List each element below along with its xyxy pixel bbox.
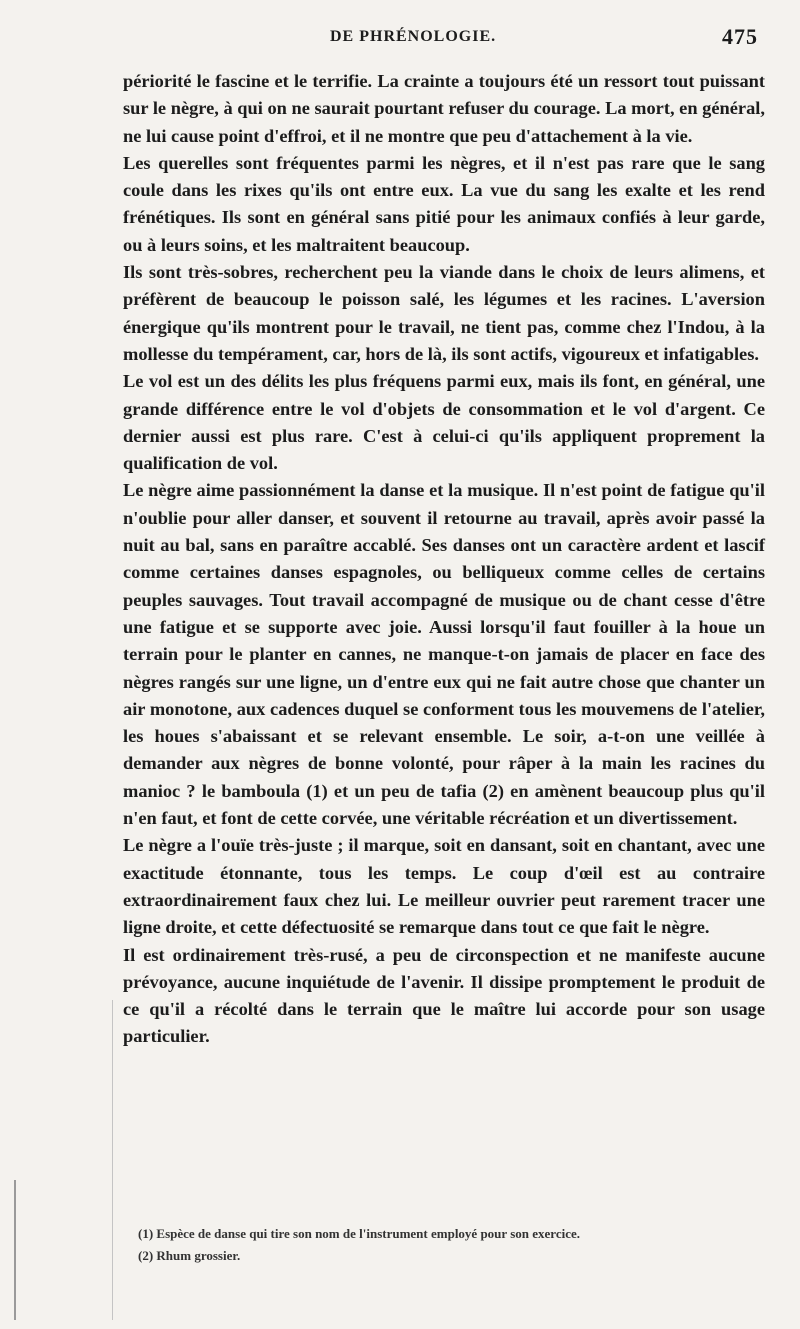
paragraph: Les querelles sont fréquentes parmi les nègres, et il n'est pas rare que le sang coule dans les rixes qu'ils ont entre eux. La vue du sang les exalte et les rend frénétiques. Ils sont en général sans pitié pour les animaux confiés à leur garde, ou à leurs soins, et les maltraitent beaucoup. xyxy=(123,152,765,255)
body-text xyxy=(123,68,765,1051)
paragraph: Le vol est un des délits les plus fréquens parmi eux, mais ils font, en général, une grande différence entre le vol d'objets de consommation et le vol d'argent. Ce dernier aussi est plus rare. C'est à celui-ci qu'ils appliquent proprement la qualification de vol. xyxy=(123,371,765,474)
paragraph: Le nègre aime passionnément la danse et la musique. Il n'est point de fatigue qu'il n'oublie pour aller danser, et souvent il retourne au travail, après avoir passé la nuit au bal, sans en paraître accablé. Ses danses ont un caractère ardent et lascif comme certaines danses espagnoles, ou belliqueux comme celles de certains peuples sauvages. Tout travail accompagné de musique ou de chant cesse d'être une fatigue et se supporte avec joie. Aussi lorsqu'il faut fouiller à la houe un terrain pour le planter en cannes, ne manque-t-on jamais de placer en face des nègres rangés sur une ligne, un d'entre eux qui ne fait autre chose que chanter un air monotone, aux cadences duquel se conforment tous les mouvemens de l'atelier, les houes s'abaissant et se relevant ensemble. Le soir, a-t-on une veillée à demander aux nègres de bonne volonté, pour râper à la main les racines du manioc ? le bamboula (1) et un peu de tafia (2) en amènent beaucoup plus qu'il n'en faut, et font de cette corvée, une véritable récréation et un divertissement. xyxy=(123,480,765,829)
paragraph: Ils sont très-sobres, recherchent peu la viande dans le choix de leurs alimens, et préfèrent de beaucoup le poisson salé, les légumes et les racines. L'aversion énergique qu'ils montrent pour le travail, ne tient pas, comme chez l'Indou, à la mollesse du tempérament, car, hors de là, ils sont actifs, vigoureux et infatigables. xyxy=(123,262,765,364)
paragraph: Il est ordinairement très-rusé, a peu de circonspection et ne manifeste aucune prévoyance, aucune inquiétude de l'avenir. Il dissipe promptement le produit de ce qu'il a récolté dans le terrain que le maître lui accorde pour son usage particulier. xyxy=(123,944,765,1047)
page-edge-shadow xyxy=(14,1180,16,1320)
footnote: (1) Espèce de danse qui tire son nom de l'instrument employé pour son exercice. xyxy=(138,1226,580,1241)
page-header xyxy=(110,24,780,58)
running-title: DE PHRÉNOLOGIE. xyxy=(330,28,497,45)
page-number: 475 xyxy=(722,24,758,49)
footnote: (2) Rhum grossier. xyxy=(138,1248,241,1263)
footnotes xyxy=(138,1223,758,1267)
paragraph: Le nègre a l'ouïe très-juste ; il marque, soit en dansant, soit en chantant, avec une exactitude étonnante, tous les temps. Le coup d'œil est au contraire extraordinairement faux chez lui. Le meilleur ouvrier peut rarement tracer une ligne droite, et cette défectuosité se remarque dans tout ce que fait le nègre. xyxy=(123,835,765,938)
margin-fold-line xyxy=(112,1000,113,1320)
paragraph: périorité le fascine et le terrifie. La crainte a toujours été un ressort tout puissant sur le nègre, à qui on ne saurait pourtant refuser du courage. La mort, en général, ne lui cause point d'effroi, et il ne montre que peu d'attachement à la vie. xyxy=(123,71,765,146)
